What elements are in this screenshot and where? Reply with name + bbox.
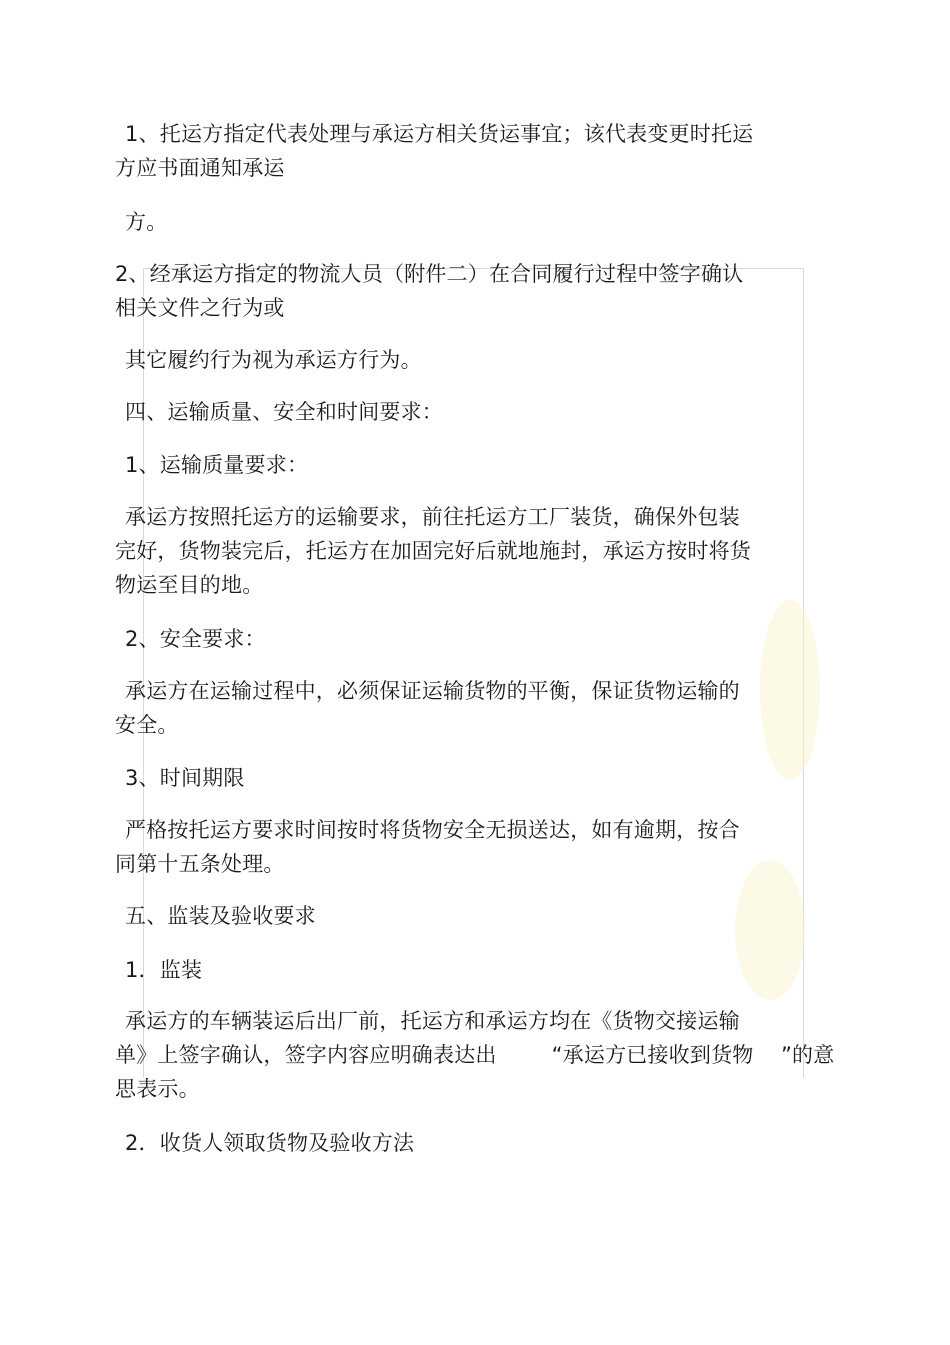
text-line: 同第十五条处理。 (115, 852, 285, 876)
text-line: 承运方的车辆装运后出厂前，托运方和承运方均在《货物交接运输 (125, 1009, 740, 1033)
subsection-heading: 2．收货人领取货物及验收方法 (125, 1131, 415, 1155)
text-line: 单》上签字确认，签字内容应明确表达出 “承运方已接收到货物 ”的意 (115, 1043, 835, 1067)
section-heading: 五、监装及验收要求 (125, 904, 316, 928)
subsection-heading: 3、时间期限 (125, 766, 245, 790)
section-heading: 四、运输质量、安全和时间要求： (125, 400, 443, 424)
subsection-heading: 2、安全要求： (125, 627, 266, 651)
subsection-heading: 1．监装 (125, 958, 203, 982)
paper-smudge (760, 600, 820, 780)
text-line: 安全。 (115, 713, 179, 737)
paper-smudge (735, 860, 805, 1000)
text-line: 方。 (125, 210, 168, 234)
text-line: 严格按托运方要求时间按时将货物安全无损送达，如有逾期，按合 (125, 818, 740, 842)
text-line: 承运方在运输过程中，必须保证运输货物的平衡，保证货物运输的 (125, 679, 740, 703)
text-line: 方应书面通知承运 (115, 156, 285, 180)
text-line: 2、经承运方指定的物流人员（附件二）在合同履行过程中签字确认 (115, 262, 744, 286)
text-line: 承运方按照托运方的运输要求，前往托运方工厂装货，确保外包装 (125, 505, 740, 529)
subsection-heading: 1、运输质量要求： (125, 453, 309, 477)
text-line: 思表示。 (115, 1077, 200, 1101)
text-line: 物运至目的地。 (115, 573, 264, 597)
text-line: 1、托运方指定代表处理与承运方相关货运事宜；该代表变更时托运 (125, 122, 754, 146)
text-line: 相关文件之行为或 (115, 296, 285, 320)
text-line: 其它履约行为视为承运方行为。 (125, 348, 422, 372)
text-line: 完好，货物装完后，托运方在加固完好后就地施封，承运方按时将货 (115, 539, 751, 563)
